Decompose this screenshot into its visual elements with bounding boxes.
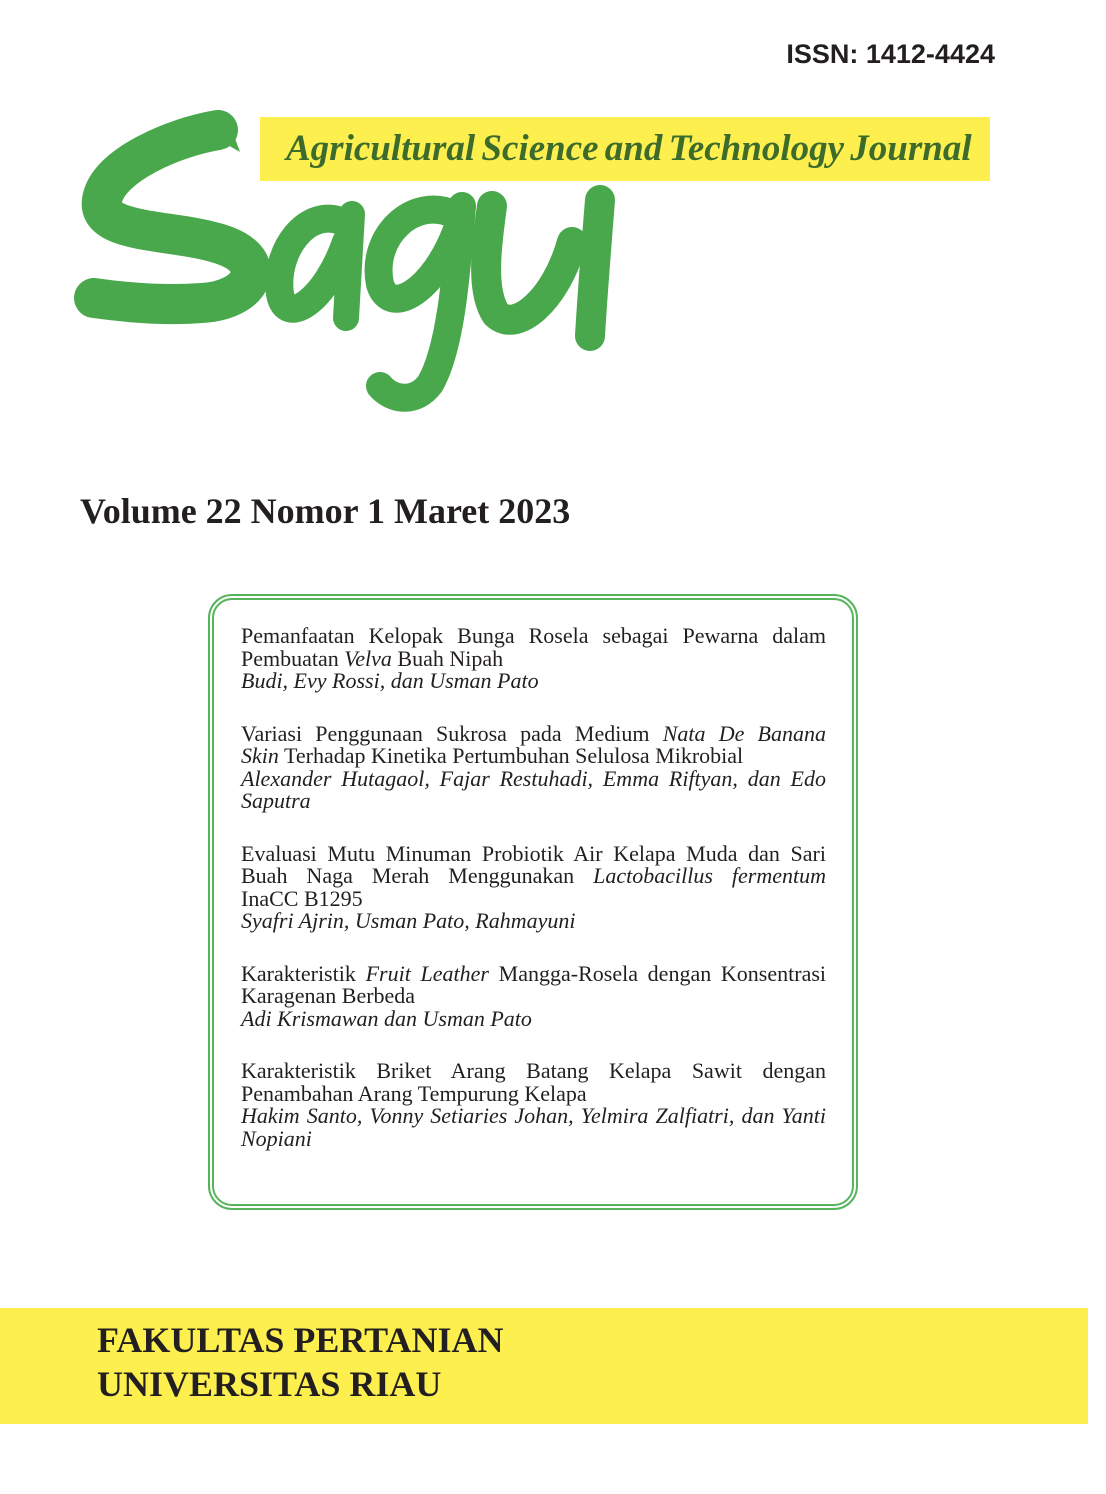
- article-authors: [241, 670, 826, 693]
- article-title-italic-text: Skin: [241, 743, 279, 768]
- publisher-faculty: FAKULTAS PERTANIAN: [97, 1320, 504, 1360]
- article-authors: [241, 1005, 826, 1031]
- article-title-text: Karagenan Berbeda: [241, 983, 416, 1008]
- article-title-text: Variasi Penggunaan Sukrosa pada Medium: [241, 720, 650, 746]
- article-authors: [241, 1105, 826, 1128]
- article-title-line: [241, 645, 826, 671]
- article-title-text: Pembuatan: [241, 645, 339, 671]
- table-of-contents: [208, 594, 858, 1210]
- article-authors: [241, 790, 826, 813]
- journal-subtitle: Agricultural Science and Technology Journal: [286, 128, 972, 169]
- article-title-text: Penambahan Arang Tempurung Kelapa: [241, 1080, 587, 1106]
- article-authors: [241, 765, 826, 791]
- logo-letter-u-left: [486, 206, 572, 320]
- article-title-line: [241, 1080, 826, 1106]
- article-authors-text: Alexander Hutagaol, Fajar Restuhadi, Emma Riftyan, dan Edo: [241, 765, 826, 791]
- article-title-text: Karakteristik: [241, 960, 356, 986]
- logo-letter-a-stem: [346, 214, 352, 318]
- article-authors: [241, 910, 826, 933]
- article-authors-text: Syafri Ajrin, Usman Pato, Rahmayuni: [241, 908, 576, 933]
- issue-label: Volume 22 Nomor 1 Maret 2023: [80, 491, 571, 531]
- article-authors: [241, 1125, 826, 1151]
- article-title-line: [241, 865, 826, 888]
- article-title-italic-text: Lactobacillus fermentum: [593, 863, 826, 888]
- article-authors-text: Hakim Santo, Vonny Setiaries Johan, Yelmira Zalfiatri, dan Yanti: [241, 1103, 826, 1128]
- toc-article: [241, 720, 826, 813]
- publisher-university: UNIVERSITAS RIAU: [97, 1364, 442, 1404]
- article-title-text: Terhadap Kinetika Pertumbuhan Selulosa Mikrobial: [284, 743, 744, 768]
- article-title-text: Mangga-Rosela dengan Konsentrasi: [498, 960, 827, 986]
- article-title-line: [241, 720, 826, 746]
- toc-article: [241, 1060, 826, 1150]
- article-title-line: [241, 745, 826, 768]
- article-title-italic-text: Nata De Banana: [662, 720, 826, 746]
- article-authors-text: Nopiani: [241, 1125, 312, 1151]
- article-title-line: [241, 985, 826, 1008]
- article-authors-text: Budi, Evy Rossi, dan Usman Pato: [241, 668, 539, 693]
- article-title-text: Buah Naga Merah Menggunakan: [241, 863, 575, 888]
- publisher-band: [0, 1308, 1088, 1424]
- article-title-line: [241, 1060, 826, 1083]
- article-authors-text: Saputra: [241, 788, 311, 813]
- article-title-italic-text: Velva: [344, 645, 392, 671]
- logo-letter-u-right: [590, 200, 600, 336]
- issn-label: ISSN: 1412-4424: [786, 39, 995, 69]
- journal-subtitle-banner: [260, 117, 990, 181]
- article-title-text: Buah Nipah: [397, 645, 504, 671]
- article-title-text: Karakteristik Briket Arang Batang Kelapa Sawit dengan: [241, 1058, 826, 1083]
- article-authors-text: Adi Krismawan dan Usman Pato: [241, 1005, 532, 1031]
- article-title-text: InaCC B1295: [241, 885, 363, 911]
- article-title-text: Evaluasi Mutu Minuman Probiotik Air Kelapa Muda dan Sari: [241, 840, 826, 866]
- toc-article: [241, 625, 826, 693]
- article-title-line: [241, 625, 826, 648]
- article-title-line: [241, 840, 826, 866]
- toc-article: [241, 960, 827, 1031]
- logo-letter-s: [94, 130, 251, 304]
- article-title-text: Pemanfaatan Kelopak Bunga Rosela sebagai Pewarna dalam: [241, 623, 826, 648]
- article-title-line: [241, 960, 827, 986]
- toc-article: [241, 840, 826, 933]
- article-title-line: [241, 885, 826, 911]
- publisher-name: [97, 1318, 503, 1406]
- article-title-italic-text: Fruit Leather: [365, 960, 489, 986]
